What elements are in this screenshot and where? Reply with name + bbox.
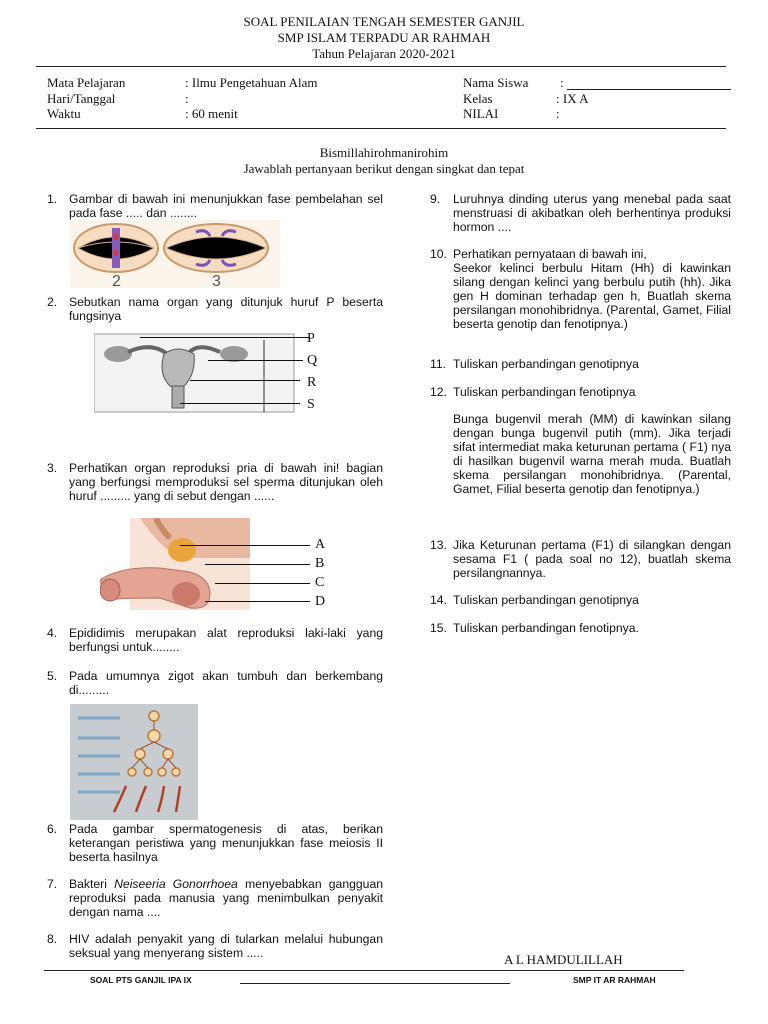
info-divider [36,128,726,129]
question-number: 12. [430,385,447,399]
question-13 [430,538,731,580]
question-3 [47,461,383,503]
question-text: Bunga bugenvil merah (MM) di kawinkan silang dengan bunga bugenvil putih (mm). Jika terjadi sifat intermediat maka keturunan pertama ( F1) nya di hasilkan bugenvil warna merah muda. Buatlah skema persilangan monohibridnya. (Parental, Gamet, Filial beserta genotip dan fenotipnya.) [453,412,731,496]
pointer-Q [208,360,303,361]
pointer-P [140,337,310,338]
pointer-C [215,583,310,584]
pointer-R [190,380,300,381]
question-11 [430,357,731,371]
school-name: SMP ISLAM TERPADU AR RAHMAH [277,30,491,45]
label-R: R [307,375,317,390]
question-number: 2. [47,295,58,309]
question-text: Epididimis merupakan alat reproduksi laki-laki yang berfungsi untuk........ [69,626,383,654]
question-text: Tuliskan perbandingan fenotipnya. [453,621,639,635]
student-name-label: Nama Siswa [463,75,529,90]
spermatogonium [149,711,159,721]
footer-line [240,983,510,984]
pointer-A [180,545,310,546]
label-3: 3 [212,273,221,288]
class-label: Kelas [463,91,493,106]
question-number: 4. [47,626,58,640]
question-text: Tuliskan perbandingan fenotipnya [453,385,636,399]
question-number: 13. [430,538,447,552]
cell-division-figure [70,220,280,288]
time-label: Waktu [47,106,81,121]
label-Q: Q [307,353,318,368]
question-2 [47,295,383,323]
question-text: Tuliskan perbandingan genotipnya [453,357,639,371]
class-value: : IX A [556,91,589,106]
question-number: 6. [47,822,58,836]
question-lead: Perhatikan pernyataan di bawah ini, [453,247,647,261]
question-text: Seekor kelinci berbulu Hitam (Hh) di kawinkan silang dengan kelinci yang berbulu putih (hh). Jika gen H dominan terhadap gen h, Buatlah skema persilangan monohibridnya. (Parental, Gamet, Filial beserta genotip dan fenotipnya.) [453,261,731,331]
question-text-post: menyebabkan gangguan reproduksi pada manusia yang menimbulkan penyakit dengan nama .... [69,877,383,919]
question-1 [47,192,383,220]
question-10 [430,247,731,331]
question-text: Luruhnya dinding uterus yang menebal pada saat menstruasi di akibatkan oleh berhentinya produksi hormon .... [453,192,731,234]
question-5 [47,669,383,697]
question-text [47,877,383,919]
header-divider [36,66,726,67]
question-number: 5. [47,669,58,683]
question-8 [47,932,383,960]
score-value: : [556,106,560,121]
question-text: Tuliskan perbandingan genotipnya [453,593,639,607]
question-12-context [430,412,731,496]
time-value: : 60 menit [185,106,238,121]
pointer-D [205,601,310,602]
label-2: 2 [112,273,121,288]
spermatogenesis-figure [70,704,198,820]
student-name-line [567,89,731,90]
bacteria-name: Neiseeria Gonorrhoea [114,877,238,891]
question-text: Jika Keturunan pertama (F1) di silangkan dengan sesama F1 ( pada soal no 12), buatlah skema persilangnannya. [453,538,731,580]
subject-value: : Ilmu Pengetahuan Alam [185,75,318,90]
question-number: 11. [430,357,447,371]
opening-prayer: Bismillahirohmanirohim [319,145,449,160]
date-value: : [185,91,189,106]
question-15 [430,621,731,635]
subject-label: Mata Pelajaran [47,75,126,90]
label-A: A [315,537,326,552]
question-4 [47,626,383,654]
pointer-B [205,564,310,565]
footer-divider [44,970,684,971]
question-12 [430,385,731,399]
instructions: Jawablah pertanyaan berikut dengan singkat dan tepat [243,161,525,176]
question-number: 14. [430,593,447,607]
academic-year: Tahun Pelajaran 2020-2021 [312,46,456,61]
question-number: 1. [47,192,58,206]
footer-right: SMP IT AR RAHMAH [573,975,656,985]
closing-text: A L HAMDULILLAH [504,952,623,967]
student-name-value: : [560,75,564,90]
label-S: S [307,397,315,412]
score-label: NILAI [463,106,499,121]
question-number: 8. [47,932,58,946]
question-text: Gambar di bawah ini menunjukkan fase pembelahan sel pada fase ..... dan ........ [69,192,383,220]
question-number: 3. [47,461,58,475]
label-B: B [315,556,325,571]
question-number: 9. [430,192,441,206]
question-text: Perhatikan organ reproduksi pria di bawah ini! bagian yang berfungsi memproduksi sel sperma ditunjukan oleh huruf ......... yang di sebut dengan ...... [69,461,383,503]
footer-left: SOAL PTS GANJIL IPA IX [90,975,192,985]
question-text-pre: Bakteri [69,877,115,891]
question-14 [430,593,731,607]
label-D: D [315,594,326,609]
question-text: Pada gambar spermatogenesis di atas, berikan keterangan peristiwa yang menunjukkan fase meiosis II beserta hasilnya [69,822,383,864]
primary-spermatocyte [148,730,160,742]
date-label: Hari/Tanggal [47,91,116,106]
question-text: HIV adalah penyakit yang di tularkan melalui hubungan seksual yang menyerang sistem ..... [69,932,383,960]
question-number: 7. [47,877,58,891]
question-number: 15. [430,621,447,635]
question-9 [430,192,731,234]
label-C: C [315,575,325,590]
question-text: Pada umumnya zigot akan tumbuh dan berkembang di......... [69,669,383,697]
label-P: P [307,331,315,346]
exam-title: SOAL PENILAIAN TENGAH SEMESTER GANJIL [243,14,525,29]
prostate [168,538,196,562]
question-6 [47,822,383,864]
question-text: Sebutkan nama organ yang ditunjuk huruf P beserta fungsinya [69,295,383,323]
testis [172,582,200,606]
question-7 [47,877,383,919]
question-number: 10. [430,247,447,261]
pointer-S [180,403,300,404]
